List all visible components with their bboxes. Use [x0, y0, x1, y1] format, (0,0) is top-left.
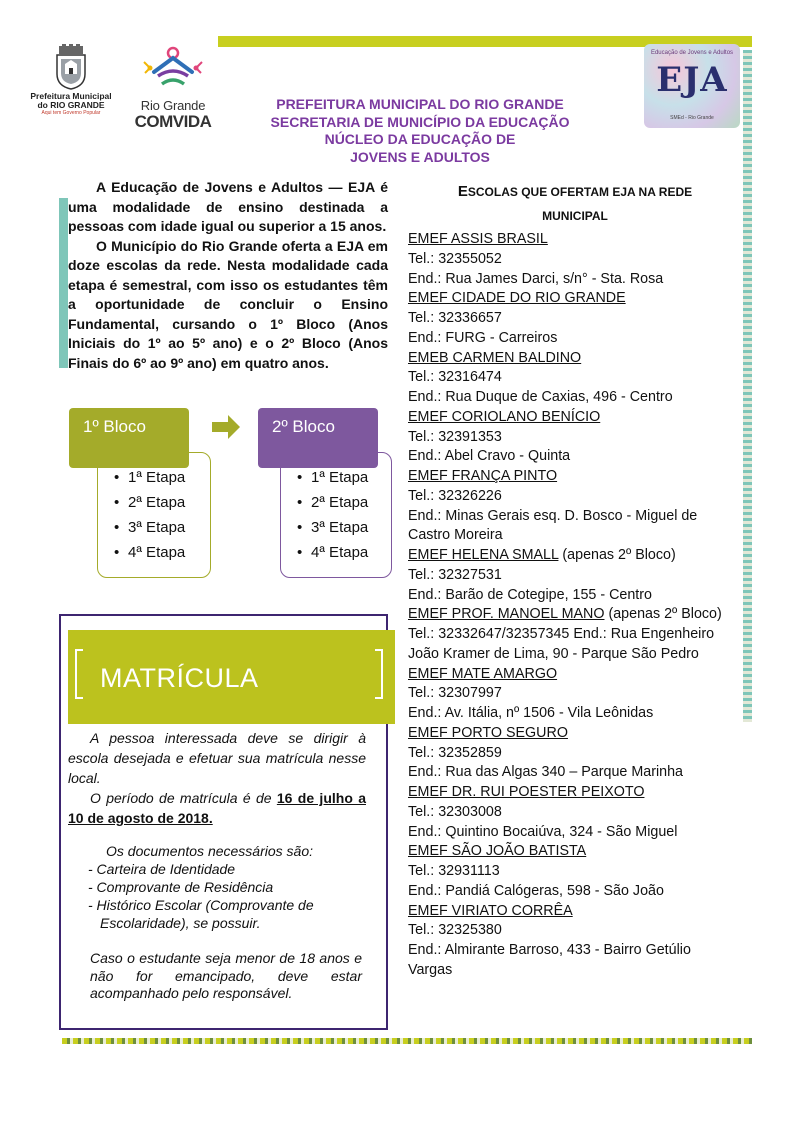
school-name: EMEF PORTO SEGURO: [408, 724, 568, 741]
bottom-decorative-stripe: [62, 1038, 752, 1044]
coat-of-arms-icon: [53, 44, 89, 90]
school-phone: Tel.: 32327531: [408, 566, 502, 583]
school-entry: [408, 230, 738, 289]
school-name: EMEF CIDADE DO RIO GRANDE: [408, 290, 626, 307]
house-family-icon: [142, 46, 204, 92]
school-address: End.: Almirante Barroso, 433 - Bairro Getúlio Vargas: [408, 942, 691, 978]
school-phone: Tel.: 32355052: [408, 250, 502, 267]
prefeitura-logo-line1: Prefeitura Municipal: [30, 91, 112, 101]
school-name: EMEF ASSIS BRASIL: [408, 231, 548, 247]
intro-paragraph-2: O Município do Rio Grande oferta a EJA em doze escolas da rede. Nesta modalidade cada etapa é semestral, com isso os estudantes têm a oportunidade de concluir o Ensino Fundamental, cursando o 1º Bloco (Anos Iniciais do 1º ao 5º ano) e o 2º Bloco (Anos Finais do 6º ao 9º ano) em quatro anos.: [68, 237, 388, 371]
matricula-paragraph-1: A pessoa interessada deve se dirigir à escola desejada e efetuar sua matrícula nesse local.: [68, 730, 366, 786]
matricula-text: [68, 728, 366, 828]
school-entry: [408, 902, 738, 981]
header-line2: SECRETARIA DE MUNICÍPIO DA EDUCAÇÃO: [270, 113, 570, 130]
school-address: End.: Minas Gerais esq. D. Bosco - Miguel de Castro Moreira: [408, 507, 698, 544]
school-entry: [408, 349, 738, 408]
minor-student-note: Caso o estudante seja menor de 18 anos e não for emancipado, deve estar acompanhado pelo responsável.: [90, 950, 362, 1001]
school-name: EMEB CARMEN BALDINO: [408, 349, 582, 366]
page-header: [230, 96, 610, 166]
school-phone: Tel.: 32316474: [408, 369, 502, 386]
bloco-2-etapas-box: [280, 452, 392, 578]
intro-paragraph-1: A Educação de Jovens e Adultos — EJA é uma modalidade de ensino destinada a pessoas com idade igual ou superior a 15 anos.: [68, 179, 388, 234]
bloco-1-etapa-item: • 3ª Etapa: [114, 519, 186, 536]
school-name: EMEF DR. RUI POESTER PEIXOTO: [408, 784, 645, 800]
document-item: - Histórico Escolar (Comprovante de Escolaridade), se possuir.: [88, 897, 314, 931]
bloco-2-etapa-item: • 1ª Etapa: [297, 469, 369, 486]
bloco-1-etapa-item: • 1ª Etapa: [114, 469, 186, 486]
bloco-2-etapa-item: • 3ª Etapa: [297, 519, 369, 536]
school-name: EMEF MATE AMARGO: [408, 665, 558, 682]
schools-list: [408, 230, 738, 981]
right-arrow-icon: [212, 415, 240, 439]
left-bracket-icon: [75, 649, 83, 699]
bloco-1-etapa-item: • 2ª Etapa: [114, 494, 186, 511]
school-address: End.: Rua das Algas 340 – Parque Marinha: [408, 764, 683, 781]
bloco-2-etapa-item: • 2ª Etapa: [297, 494, 369, 511]
school-name: EMEF SÃO JOÃO BATISTA: [408, 843, 587, 860]
right-bracket-icon: [375, 649, 383, 699]
school-entry: [408, 783, 738, 842]
prefeitura-logo: [30, 44, 112, 116]
bloco-1-etapa-item: • 4ª Etapa: [114, 544, 186, 561]
school-name: EMEF CORIOLANO BENÍCIO: [408, 408, 601, 425]
left-accent-bar: [59, 198, 68, 368]
header-line4: JOVENS E ADULTOS: [350, 148, 490, 165]
right-decorative-stripe: [743, 50, 752, 722]
schools-title: ESCOLAS QUE OFERTAM EJA NA REDE MUNICIPAL: [457, 183, 693, 223]
matricula-banner: [68, 630, 395, 724]
school-phone: Tel.: 32931113: [408, 863, 500, 879]
bloco-1-header: 1º Bloco: [69, 408, 189, 468]
document-item: - Carteira de Identidade: [88, 861, 236, 877]
school-address: End.: Av. Itália, nº 1506 - Vila Leônidas: [408, 705, 654, 721]
documents-lead: Os documentos necessários são:: [106, 843, 313, 859]
school-phone: Tel.: 32307997: [408, 685, 502, 702]
school-entry: [408, 724, 738, 783]
rio-grande-logo-line2: COMVIDA: [134, 112, 212, 131]
school-address: End.: Abel Cravo - Quinta: [408, 448, 571, 465]
school-name: EMEF HELENA SMALL: [408, 547, 559, 563]
matricula-title: MATRÍCULA: [100, 663, 259, 693]
prefeitura-logo-slogan: Aqui tem Governo Popular: [41, 110, 101, 116]
header-line3: NÚCLEO DA EDUCAÇÃO DE: [324, 131, 516, 147]
school-entry: EMEF PROF. MANOEL MANO (apenas 2º Bloco) Tel.: 32332647/32357345 End.: Rua Engenheiro João Kramer de Lima, 90 - Parque São Pedro: [408, 605, 738, 664]
school-address: End.: Rua Duque de Caxias, 496 - Centro: [408, 389, 673, 405]
school-address: End.: Barão de Cotegipe, 155 - Centro: [408, 586, 652, 603]
school-name: EMEF FRANÇA PINTO: [408, 468, 558, 484]
school-address: End.: Rua James Darci, s/n° - Sta. Rosa: [408, 270, 664, 287]
school-phone: Tel.: 32336657: [408, 310, 502, 326]
eja-logo-caption: Educação de Jovens e Adultos: [650, 50, 734, 56]
school-phone: Tel.: 32303008: [408, 803, 502, 820]
school-name: EMEF PROF. MANOEL MANO: [408, 606, 605, 623]
school-entry: [408, 408, 738, 467]
school-phone: Tel.: 32326226: [408, 487, 502, 504]
eja-logo-text: EJA: [656, 60, 728, 100]
header-line1: PREFEITURA MUNICIPAL DO RIO GRANDE: [276, 96, 564, 112]
school-entry: [408, 842, 738, 901]
documents-list: [88, 842, 366, 932]
school-address: End.: Quintino Bocaiúva, 324 - São Miguel: [408, 823, 678, 840]
school-phone: Tel.: 32391353: [408, 428, 502, 445]
school-phone-address: Tel.: 32332647/32357345 End.: Rua Engenheiro João Kramer de Lima, 90 - Parque São Pedro: [408, 626, 715, 662]
bloco-2-header: 2º Bloco: [258, 408, 378, 468]
document-item: - Comprovante de Residência: [88, 879, 274, 895]
school-entry: [408, 467, 738, 546]
school-entry: [408, 289, 738, 348]
school-phone: Tel.: 32352859: [408, 744, 502, 761]
prefeitura-logo-line2: do RIO GRANDE: [37, 100, 105, 110]
bloco-1-etapas-box: [97, 452, 211, 578]
intro-text: [68, 178, 388, 373]
school-address: End.: FURG - Carreiros: [408, 329, 558, 346]
matricula-paragraph-2: O período de matrícula é de 16 de julho a 10 de agosto de 2018.: [68, 790, 366, 826]
school-entry: EMEF HELENA SMALL (apenas 2º Bloco) Tel.: 32327531 End.: Barão de Cotegipe, 155 - Centro: [408, 546, 738, 605]
school-entry: [408, 665, 738, 724]
matricula-period: 16 de julho a 10 de agosto de 2018.: [68, 790, 366, 826]
bloco-2-etapa-item: • 4ª Etapa: [297, 544, 369, 561]
eja-logo-footer: SMEd - Rio Grande: [670, 115, 714, 121]
rio-grande-logo-line1: Rio Grande: [140, 98, 206, 113]
eja-logo: [644, 44, 740, 128]
school-phone: Tel.: 32325380: [408, 922, 502, 939]
school-name: EMEF VIRIATO CORRÊA: [408, 902, 573, 919]
rio-grande-comvida-logo: [130, 46, 216, 130]
school-address: End.: Pandiá Calógeras, 598 - São João: [408, 882, 664, 899]
